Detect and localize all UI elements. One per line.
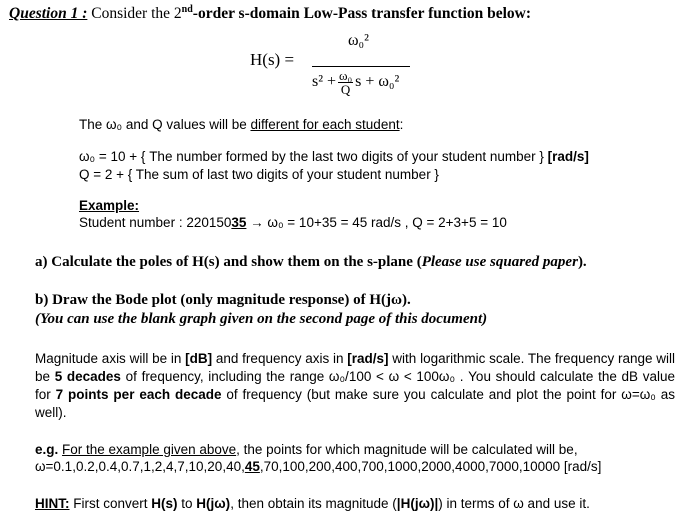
formula-numerator: ω₀² [348,32,369,49]
formula-fraction-line [312,66,410,67]
part-a: a) Calculate the poles of H(s) and show them on the s-plane (Please use squared paper). [35,254,587,270]
formula-lhs: H(s) = [250,50,295,69]
part-b: b) Draw the Bode plot (only magnitude response) of H(jω). [35,292,411,308]
intro-line: The ω₀ and Q values will be different for each student: [79,117,404,132]
example-line: Student number : 22015035 → ω₀ = 10+35 = 45 rad/s , Q = 2+3+5 = 10 [79,215,507,230]
example-points-list: ω=0.1,0.2,0.4,0.7,1,2,4,7,10,20,40,45,70,100,200,400,700,1000,2000,4000,7000,10000 [rad/s] [35,459,602,474]
w0-definition: ω₀ = 10 + { The number formed by the last two digits of your student number } [rad/s] [79,149,589,164]
q-definition: Q = 2 + { The sum of last two digits of your student number } [79,167,439,182]
question-label: Question 1 : [9,5,88,23]
formula-denominator: s² + $\frac{\text{ω₀}}{Q}$ s + ω₀² [312,68,400,97]
transfer-function-formula [250,32,440,102]
formula-inner-fraction: $\frac{\text{ω₀}}{Q}$ [339,68,353,97]
example-title: Example: [79,198,140,213]
example-points: e.g. For the example given above, the points for which magnitude will be calculated will be, [35,442,578,457]
hint-line: HINT: First convert H(s) to H(jω), then obtain its magnitude (|H(jω)|) in terms of ω and use it. [35,496,590,511]
question-line: Question 1 : Consider the 2nd-order s-domain Low-Pass transfer function below: [9,4,532,23]
instructions-paragraph: Magnitude axis will be in [dB] and frequency axis in [rad/s] with logarithmic scale. The frequency range will be 5 decades of frequency, including the range ω₀/100 < ω < 100ω₀ . You should calculate the dB value for 7 points per each decade of frequency (but make sure you calculate and plot the point for ω=ω₀ as well). [35,351,675,420]
part-b-note: (You can use the blank graph given on the second page of this document) [35,311,488,327]
